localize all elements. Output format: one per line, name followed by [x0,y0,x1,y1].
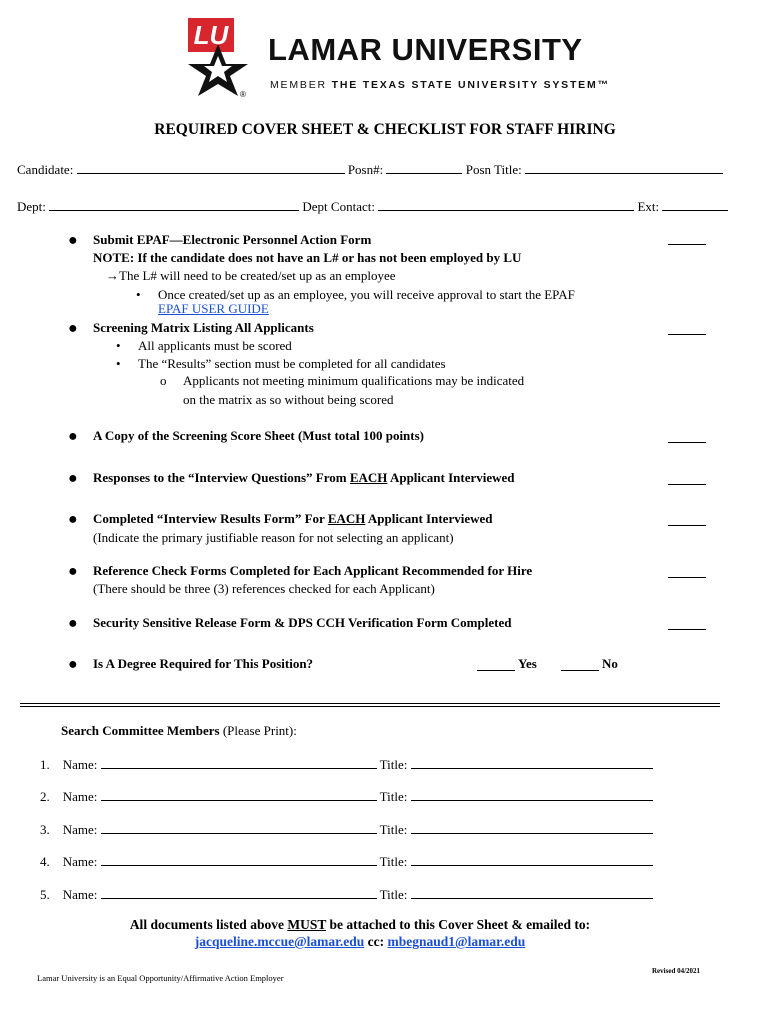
security-item: Security Sensitive Release Form & DPS CCH Verification Form Completed [93,615,512,630]
degree-yes-label: Yes [518,656,537,671]
matrix-sub1: All applicants must be scored [138,338,292,353]
epaf-check-blank[interactable] [668,243,706,245]
matrix-subsub-line2: on the matrix as so without being scored [183,392,394,407]
title-field[interactable] [411,854,653,866]
title-label: Title: [379,789,408,804]
email-line: jacqueline.mccue@lamar.edu cc: mbegnaud1@lamar.edu [194,934,526,949]
sub-bullet-icon: • [136,287,141,302]
title-field[interactable] [411,887,653,899]
title-label: Title: [379,887,408,902]
row-number: 2. [40,789,50,804]
attach-notice: All documents listed above MUST be attached to this Cover Sheet & emailed to: [129,917,591,932]
dept-field[interactable] [49,199,299,211]
eeo-statement: Lamar University is an Equal Opportunity/Affirmative Action Employer [37,973,284,983]
bullet-icon: ● [68,232,78,249]
name-field[interactable] [101,887,377,899]
bullet-icon: ● [68,615,78,632]
revised-date: Revised 04/2021 [652,967,701,975]
university-name: LAMAR UNIVERSITY [268,32,583,67]
row-number: 5. [40,887,50,902]
title-field[interactable] [411,789,653,801]
ext-field[interactable] [662,199,728,211]
name-field[interactable] [101,822,377,834]
bullet-icon: ● [68,511,78,528]
epaf-arrow-line: →The L# will need to be created/set up as an employee [106,268,396,283]
score-sheet-item: A Copy of the Screening Score Sheet (Must total 100 points) [93,428,425,443]
posn-title-field[interactable] [525,162,723,174]
matrix-sub2: The “Results” section must be completed for all candidates [138,356,446,371]
matrix-item: Screening Matrix Listing All Applicants [93,320,314,335]
reference-item: Reference Check Forms Completed for Each Applicant Recommended for Hire [93,563,533,578]
committee-heading: Search Committee Members (Please Print): [61,723,297,738]
committee-row [40,854,653,870]
name-field[interactable] [101,854,377,866]
name-label: Name: [62,887,98,902]
committee-row [40,757,653,773]
title-label: Title: [379,757,408,772]
responses-check-blank[interactable] [668,483,706,485]
committee-row [40,822,653,838]
name-label: Name: [62,789,98,804]
responses-item: Responses to the “Interview Questions” From EACH Applicant Interviewed [93,470,515,485]
epaf-item: Submit EPAF—Electronic Personnel Action Form [93,232,372,247]
registered-mark: ® [240,90,246,99]
dept-row [17,199,728,215]
matrix-subsub-line1: Applicants not meeting minimum qualifications may be indicated [183,373,525,388]
title-field[interactable] [411,757,653,769]
results-item: Completed “Interview Results Form” For EACH Applicant Interviewed [93,511,493,526]
candidate-field[interactable] [77,162,345,174]
candidate-row [17,162,723,178]
results-check-blank[interactable] [668,524,706,526]
bullet-icon: ● [68,656,78,673]
committee-row [40,887,653,903]
degree-no-label: No [602,656,618,671]
bullet-icon: ● [68,470,78,487]
row-number: 4. [40,854,50,869]
title-label: Title: [379,854,408,869]
bullet-icon: ● [68,320,78,337]
title-field[interactable] [411,822,653,834]
degree-no-blank[interactable] [561,669,599,671]
reference-check-blank[interactable] [668,576,706,578]
circle-marker: o [160,373,167,388]
epaf-user-guide-link[interactable]: EPAF USER GUIDE [158,301,269,316]
epaf-sub: Once created/set up as an employee, you will receive approval to start the EPAF [158,287,575,302]
row-number: 3. [40,822,50,837]
posn-field[interactable] [386,162,462,174]
email-link-2[interactable]: mbegnaud1@lamar.edu [387,934,526,949]
bullet-icon: ● [68,563,78,580]
name-label: Name: [62,822,98,837]
degree-question: Is A Degree Required for This Position? [93,656,314,671]
degree-yes-blank[interactable] [477,669,515,671]
bullet-icon: ● [68,428,78,445]
separator-line-2 [20,706,720,707]
ext-label: Ext: [637,199,660,214]
posn-title-label: Posn Title: [465,162,522,177]
name-label: Name: [62,854,98,869]
dept-label: Dept: [17,199,46,214]
dept-contact-field[interactable] [378,199,634,211]
page-title: REQUIRED COVER SHEET & CHECKLIST FOR STAFF HIRING [154,121,616,138]
sub-bullet-icon: • [116,356,121,371]
name-field[interactable] [101,789,377,801]
candidate-label: Candidate: [17,162,74,177]
svg-text:LU: LU [193,20,229,50]
separator-line [20,703,720,704]
dept-contact-label: Dept Contact: [302,199,375,214]
lu-star-logo-icon [178,14,258,98]
epaf-note: NOTE: If the candidate does not have an L# or has not been employed by LU [93,250,522,265]
posn-label: Posn#: [347,162,384,177]
name-label: Name: [62,757,98,772]
results-note: (Indicate the primary justifiable reason for not selecting an applicant) [93,530,454,545]
security-check-blank[interactable] [668,628,706,630]
title-label: Title: [379,822,408,837]
reference-note: (There should be three (3) references checked for each Applicant) [93,581,435,596]
score-sheet-check-blank[interactable] [668,441,706,443]
member-line: MEMBER THE TEXAS STATE UNIVERSITY SYSTEM™ [270,79,610,91]
row-number: 1. [40,757,50,772]
matrix-check-blank[interactable] [668,333,706,335]
sub-bullet-icon: • [116,338,121,353]
name-field[interactable] [101,757,377,769]
university-logo [178,14,610,102]
email-link-1[interactable]: jacqueline.mccue@lamar.edu [194,934,365,949]
committee-row [40,789,653,805]
